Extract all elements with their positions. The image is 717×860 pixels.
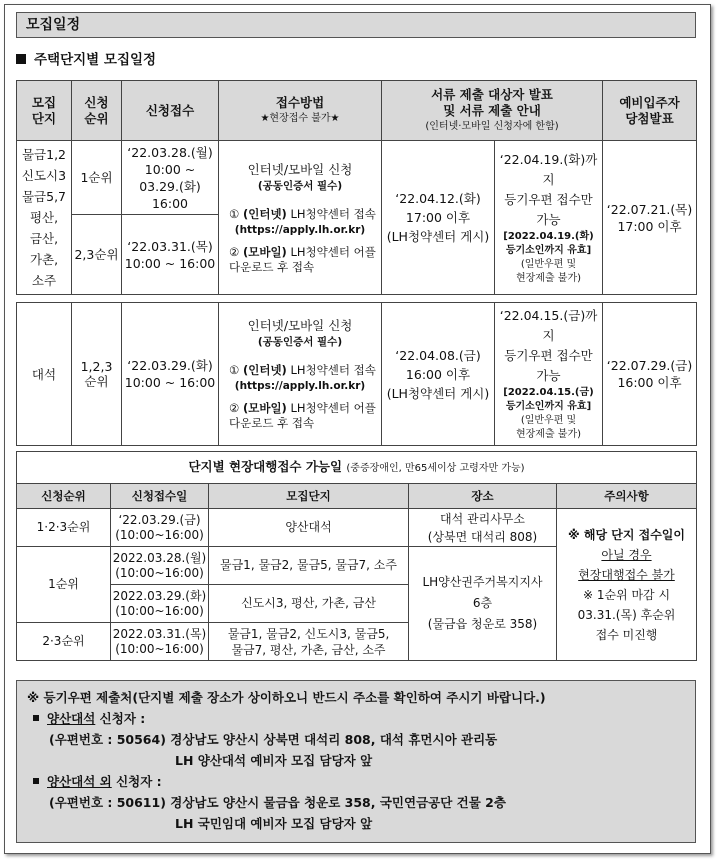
table-row bbox=[17, 303, 697, 446]
rank-cell: 2,3순위 bbox=[72, 215, 122, 295]
square-bullet-icon bbox=[16, 54, 26, 64]
winner-cell: ‘22.07.29.(금) 16:00 이후 bbox=[603, 303, 697, 446]
table-spacer bbox=[17, 295, 697, 303]
mail-notice-box: ※ 등기우편 제출처(단지별 제출 장소가 상이하오니 반드시 주소를 확인하여 주시기 바랍니다.) 양산대석 신청자 : (우편번호 : 50564) 경상남도 양산시 상북면 대석리 808, 대석 휴먼시아 관리동 LH 양산대석 예비자 모집 담당자 앞 양산대석 외 신청자 : (우편번호 : 50611) 경상남도 양산시 물금읍 청운로 358, 국민연금공단 건물 2층 LH 국민임대 예비자 모집 담당자 앞 bbox=[16, 680, 696, 843]
section-heading: 주택단지별 모집일정 bbox=[16, 48, 156, 68]
table-row: 2·3순위 2022.03.31.(목) (10:00~16:00) 물금1, 물금2, 신도시3, 물금5, 물금7, 평산, 가촌, 금산, 소주 bbox=[17, 623, 697, 661]
page-title: 모집일정 bbox=[16, 12, 696, 38]
complex-cell: 대석 bbox=[17, 303, 72, 446]
header-method: 접수방법 ★현장접수 불가★ bbox=[219, 81, 382, 141]
method-cell: 인터넷/모바일 신청 (공동인증서 필수) ① (인터넷) LH청약센터 접속 (https://apply.lh.or.kr) ② (모바일) LH청약센터 어플 다운로드 후 접속 bbox=[219, 141, 382, 295]
rank-cell: 1순위 bbox=[72, 141, 122, 215]
bullet-icon bbox=[33, 778, 39, 784]
header-complex: 모집단지 bbox=[209, 484, 409, 509]
onsite-header-row bbox=[17, 484, 697, 509]
header-date: 신청접수일 bbox=[111, 484, 209, 509]
header-docs: 서류 제출 대상자 발표 및 서류 제출 안내 (인터넷·모바일 신청자에 한함) bbox=[382, 81, 603, 141]
schedule-table bbox=[16, 80, 697, 446]
announce-cell: ‘22.04.08.(금) 16:00 이후 (LH청약센터 게시) bbox=[382, 303, 495, 446]
submit-cell: ‘22.04.19.(화)까지 등기우편 접수만 가능 [2022.04.19.(화) 등기소인까지 유효] (일반우편 및 현장제출 불가) bbox=[495, 141, 603, 295]
apply-cell: ‘22.03.28.(월) 10:00 ~ 03.29.(화) 16:00 bbox=[122, 141, 219, 215]
header-winner: 예비입주자 당첨발표 bbox=[603, 81, 697, 141]
caution-cell: ※ 해당 단지 접수일이 아닐 경우 현장대행접수 불가 ※ 1순위 마감 시 03.31.(목) 후순위 접수 미진행 bbox=[557, 509, 697, 661]
table-header-row bbox=[17, 81, 697, 141]
header-application: 신청접수 bbox=[122, 81, 219, 141]
header-rank: 신청순위 bbox=[17, 484, 111, 509]
header-rank: 신청 순위 bbox=[72, 81, 122, 141]
table-row: 1·2·3순위 ‘22.03.29.(금) (10:00~16:00) 양산대석 대석 관리사무소 (상북면 대석리 808) ※ 해당 단지 접수일이 아닐 경우 현장대행접수 불가 ※ 1순위 마감 시 03.31.(목) 후순위 접수 미진행 bbox=[17, 509, 697, 547]
submit-cell: ‘22.04.15.(금)까지 등기우편 접수만 가능 [2022.04.15.(금) 등기소인까지 유효] (일반우편 및 현장제출 불가) bbox=[495, 303, 603, 446]
bullet-icon bbox=[33, 715, 39, 721]
winner-cell: ‘22.07.21.(목) 17:00 이후 bbox=[603, 141, 697, 295]
header-place: 장소 bbox=[409, 484, 557, 509]
notice-heading: ※ 등기우편 제출처(단지별 제출 장소가 상이하오니 반드시 주소를 확인하여 주시기 바랍니다.) bbox=[27, 690, 546, 705]
apply-cell: ‘22.03.29.(화) 10:00 ~ 16:00 bbox=[122, 303, 219, 446]
table-row: 2022.03.29.(화) (10:00~16:00) 신도시3, 평산, 가촌, 금산 bbox=[17, 585, 697, 623]
table-row bbox=[17, 141, 697, 215]
method-cell: 인터넷/모바일 신청 (공동인증서 필수) ① (인터넷) LH청약센터 접속 (https://apply.lh.or.kr) ② (모바일) LH청약센터 어플 다운로드 후 접속 bbox=[219, 303, 382, 446]
complex-cell: 물금1,2 신도시3 물금5,7 평산, 금산, 가촌, 소주 bbox=[17, 141, 72, 295]
announce-cell: ‘22.04.12.(화) 17:00 이후 (LH청약센터 게시) bbox=[382, 141, 495, 295]
header-caution: 주의사항 bbox=[557, 484, 697, 509]
onsite-title-row: 단지별 현장대행접수 가능일 (중증장애인, 만65세이상 고령자만 가능) bbox=[17, 452, 697, 484]
apply-cell: ‘22.03.31.(목) 10:00 ~ 16:00 bbox=[122, 215, 219, 295]
onsite-table bbox=[16, 451, 697, 661]
rank-cell: 1,2,3 순위 bbox=[72, 303, 122, 446]
table-row: 1순위 2022.03.28.(월) (10:00~16:00) 물금1, 물금2, 물금5, 물금7, 소주 LH양산권주거복지지사 6층 (물금읍 청운로 358) bbox=[17, 547, 697, 585]
header-complex: 모집 단지 bbox=[17, 81, 72, 141]
